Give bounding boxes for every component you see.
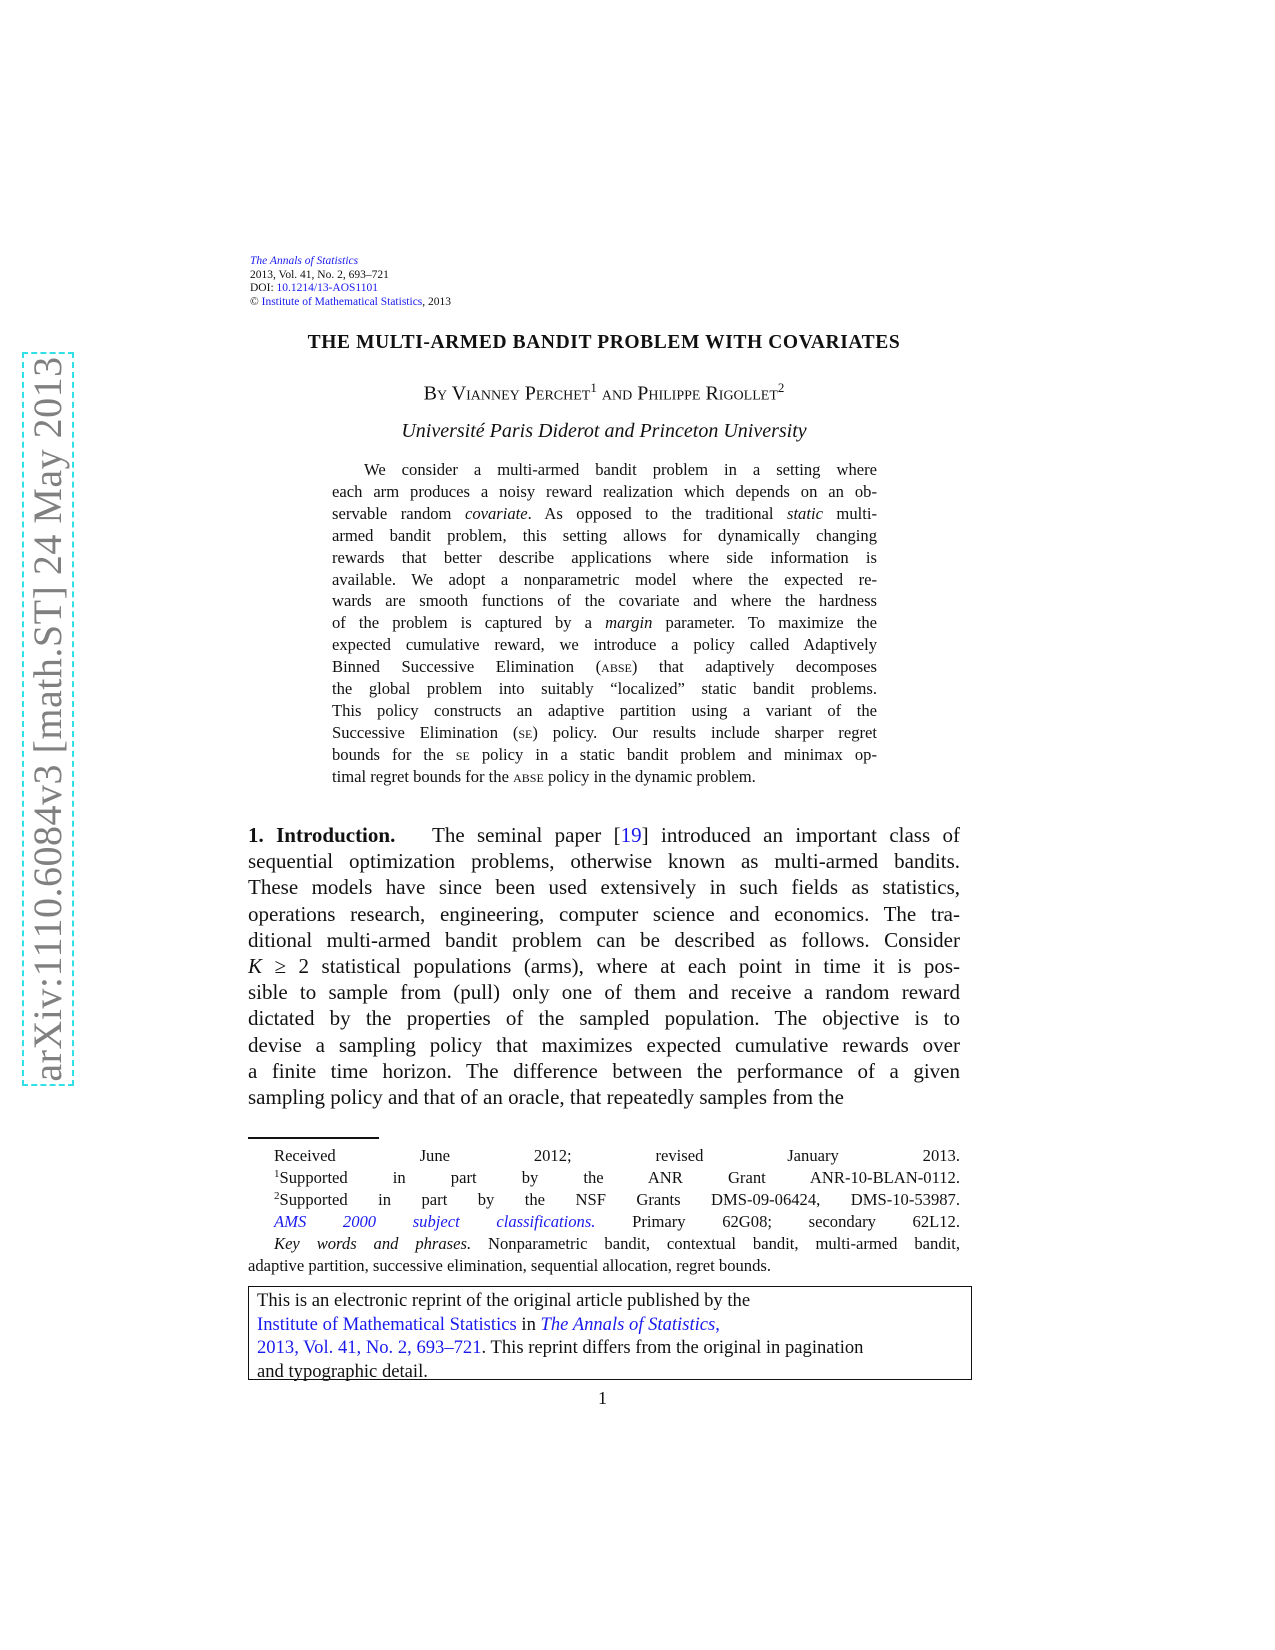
abstract-line xyxy=(332,569,877,591)
reprint_box-line xyxy=(257,1336,963,1360)
text-segment: abse xyxy=(513,766,544,786)
intro-line xyxy=(248,848,960,874)
reprint_box-line xyxy=(257,1289,963,1313)
copyright-year: , 2013 xyxy=(422,295,452,308)
introduction-section xyxy=(248,822,960,1110)
intro-line xyxy=(248,1005,960,1031)
text-segment: ditional multi-armed bandit problem can be described as follows. Consider xyxy=(248,927,960,952)
text-segment: Key words and phrases. xyxy=(274,1234,472,1253)
text-segment: adaptive partition, successive elimination, sequential allocation, regret bounds. xyxy=(248,1256,772,1275)
abstract-line xyxy=(332,525,877,547)
text-segment: static xyxy=(786,503,823,523)
text-segment: the global problem into suitably “localized” static bandit problems. xyxy=(332,679,877,699)
footnotes-line xyxy=(248,1255,960,1277)
publisher-link[interactable]: Institute of Mathematical Statistics xyxy=(261,295,423,308)
reprint_box-line xyxy=(257,1360,963,1384)
affiliation: Université Paris Diderot and Princeton University xyxy=(401,420,807,442)
text-segment: in xyxy=(516,1313,541,1335)
abstract-line xyxy=(332,590,877,612)
author-2: and Philippe Rigollet xyxy=(596,382,778,405)
link[interactable]: 2013, Vol. 41, No. 2, 693–721 xyxy=(257,1337,482,1359)
text-segment: This policy constructs an adaptive partition using a variant of the xyxy=(332,700,877,720)
text-segment: policy in a static bandit problem and minimax op- xyxy=(469,744,877,764)
footnotes-line xyxy=(248,1211,960,1233)
abstract-line xyxy=(332,612,877,634)
text-segment: sampling policy and that of an oracle, that repeatedly samples from the xyxy=(248,1085,844,1110)
intro-line xyxy=(248,927,960,953)
reprint-notice-box xyxy=(248,1286,972,1380)
footnote-marker: 2 xyxy=(274,1190,280,1202)
text-segment: wards are smooth functions of the covariate and where the hardness xyxy=(332,591,877,611)
link[interactable]: AMS 2000 subject classifications. xyxy=(274,1212,596,1231)
copyright-icon: © xyxy=(250,295,259,308)
text-segment: dictated by the properties of the sampled population. The objective is to xyxy=(248,1006,960,1031)
paper-title: THE MULTI-ARMED BANDIT PROBLEM WITH COVARIATES xyxy=(307,332,901,353)
text-segment: . This reprint differs from the original in pagination xyxy=(481,1337,864,1359)
abstract-line xyxy=(332,481,877,503)
text-segment: ) that adaptively decomposes xyxy=(631,657,877,677)
footnotes-line xyxy=(248,1189,960,1211)
intro-line xyxy=(248,953,960,979)
text-segment: Successive Elimination ( xyxy=(332,722,519,742)
text-segment: Binned Successive Elimination ( xyxy=(332,657,602,677)
volume-info: 2013, Vol. 41, No. 2, 693–721 xyxy=(250,268,389,281)
section-heading: 1. Introduction. xyxy=(248,823,396,847)
text-segment: sible to sample from (pull) only one of them and receive a random reward xyxy=(248,980,960,1005)
intro-line xyxy=(248,822,960,848)
text-segment: operations research, engineering, computer science and economics. The tra- xyxy=(248,901,960,926)
text-segment: covariate xyxy=(464,503,528,523)
text-segment: These models have since been used extensively in such fields as statistics, xyxy=(248,875,960,900)
authors xyxy=(0,380,1208,406)
text-segment: a finite time horizon. The difference between the performance of a given xyxy=(248,1058,960,1083)
text-segment: This is an electronic reprint of the original article published by the xyxy=(257,1290,751,1311)
link[interactable]: The Annals of Statistics xyxy=(540,1313,716,1335)
footnotes-line xyxy=(248,1167,960,1189)
abstract-line xyxy=(332,656,877,678)
abstract-line xyxy=(332,678,877,700)
footnote-ref-1: 1 xyxy=(590,380,597,395)
page-number: 1 xyxy=(598,1388,607,1408)
footnotes-line xyxy=(248,1233,960,1255)
intro-line xyxy=(248,874,960,900)
journal-header xyxy=(250,255,451,309)
text-segment: available. We adopt a nonparametric model where the expected re- xyxy=(332,569,877,589)
link[interactable]: 19 xyxy=(620,823,642,847)
text-segment: devise a sampling policy that maximizes expected cumulative rewards over xyxy=(248,1032,960,1057)
text-segment: K xyxy=(248,954,263,979)
abstract-line xyxy=(332,722,877,744)
abstract-line xyxy=(332,766,877,788)
text-segment: of the problem is captured by a xyxy=(332,613,606,633)
abstract-line xyxy=(332,503,877,525)
abstract-line xyxy=(332,700,877,722)
text-segment: each arm produces a noisy reward realization which depends on an ob- xyxy=(332,481,877,501)
text-segment: The seminal paper [ xyxy=(395,823,621,847)
text-segment: expected cumulative reward, we introduce a policy called Adaptively xyxy=(332,635,877,655)
intro-line xyxy=(248,901,960,927)
abstract-line xyxy=(332,634,877,656)
text-segment: ≥ 2 statistical populations (arms), where at each point in time it is pos- xyxy=(262,954,960,979)
footnotes-line xyxy=(248,1145,960,1167)
footnotes xyxy=(248,1145,960,1277)
footnote-ref-2: 2 xyxy=(777,380,785,395)
text-segment: Supported in part by the ANR Grant ANR-10-BLAN-0112. xyxy=(279,1168,960,1187)
journal-link[interactable]: The Annals of Statistics xyxy=(250,255,359,267)
text-segment: and typographic detail. xyxy=(257,1360,428,1382)
text-segment: abse xyxy=(601,657,632,677)
text-segment: parameter. To maximize the xyxy=(652,613,877,633)
link[interactable]: , xyxy=(715,1313,720,1335)
text-segment: margin xyxy=(605,613,653,633)
text-segment: multi- xyxy=(822,503,877,523)
abstract-line xyxy=(332,547,877,569)
text-segment: se xyxy=(518,722,533,742)
intro-line xyxy=(248,979,960,1005)
intro-line xyxy=(248,1084,960,1110)
text-segment: We consider a multi-armed bandit problem in a setting where xyxy=(364,460,877,479)
arxiv-id[interactable]: arXiv:1110.6084v3 [math.ST] 24 May 2013 xyxy=(22,352,74,1086)
text-segment: Nonparametric bandit, contextual bandit, multi-armed bandit, xyxy=(471,1234,960,1253)
intro-line xyxy=(248,1058,960,1084)
doi-label: DOI: xyxy=(250,282,277,294)
text-segment: bounds for the xyxy=(332,744,456,764)
text-segment: servable random xyxy=(332,503,465,523)
text-segment: Received June 2012; revised January 2013. xyxy=(274,1146,960,1165)
text-segment: timal regret bounds for the xyxy=(332,766,514,786)
text-segment: policy in the dynamic problem. xyxy=(543,766,756,786)
author-1: By Vianney Perchet xyxy=(423,382,591,405)
text-segment: ) policy. Our results include sharper regret xyxy=(532,722,877,742)
abstract xyxy=(332,459,877,788)
text-segment: sequential optimization problems, otherwise known as multi-armed bandits. xyxy=(248,849,960,874)
abstract-line xyxy=(332,744,877,766)
text-segment: Primary 62G08; secondary 62L12. xyxy=(595,1212,960,1231)
intro-line xyxy=(248,1032,960,1058)
doi-link[interactable]: 10.1214/13-AOS1101 xyxy=(276,282,378,294)
text-segment: Supported in part by the NSF Grants DMS-09-06424, DMS-10-53987. xyxy=(279,1190,960,1209)
text-segment: ] introduced an important class of xyxy=(641,823,960,847)
footnote-marker: 1 xyxy=(274,1168,280,1180)
reprint_box-line xyxy=(257,1313,963,1337)
text-segment: armed bandit problem, this setting allows for dynamically changing xyxy=(332,525,877,545)
footnote-rule xyxy=(248,1137,379,1139)
arxiv-stamp xyxy=(22,352,74,1086)
text-segment: rewards that better describe applications where side information is xyxy=(332,547,877,567)
link[interactable]: Institute of Mathematical Statistics xyxy=(257,1313,517,1335)
text-segment: se xyxy=(455,744,470,764)
abstract-line xyxy=(332,459,877,481)
text-segment: . As opposed to the traditional xyxy=(527,503,787,523)
